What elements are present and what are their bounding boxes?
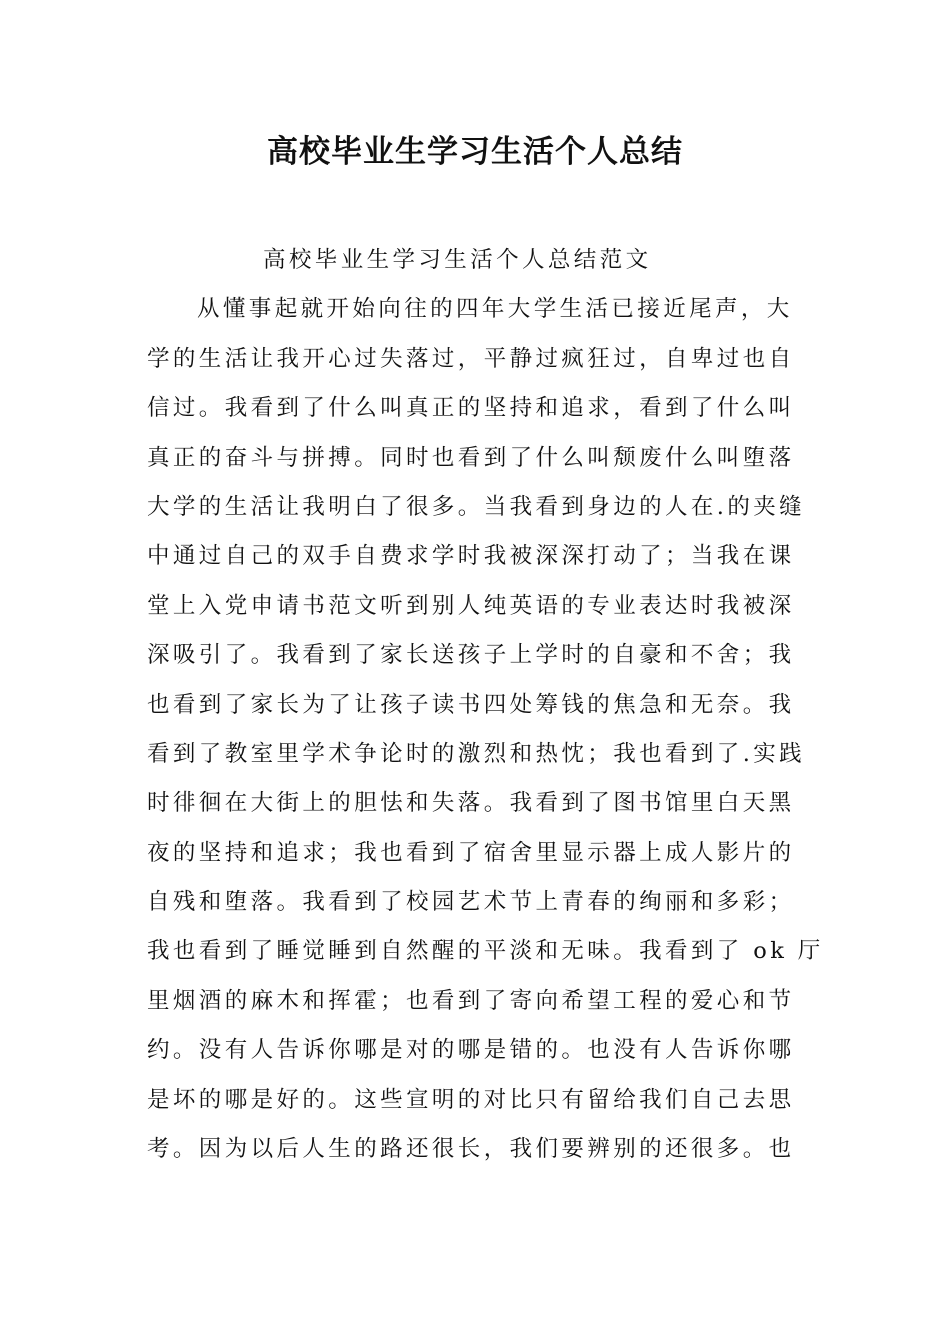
paragraph-line: 学的生活让我开心过失落过，平静过疯狂过，自卑过也自: [147, 345, 795, 372]
paragraph-line: 自残和堕落。我看到了校园艺术节上青春的绚丽和多彩；: [147, 889, 795, 916]
paragraph-line: 时徘徊在大街上的胆怯和失落。我看到了图书馆里白天黑: [147, 790, 795, 817]
paragraph-line: 我也看到了睡觉睡到自然醒的平淡和无味。我看到了 ok 厅: [147, 938, 824, 965]
paragraph-line: 夜的坚持和追求；我也看到了宿舍里显示器上成人影片的: [147, 839, 795, 866]
paragraph-line: 也看到了家长为了让孩子读书四处筹钱的焦急和无奈。我: [147, 691, 795, 718]
paragraph-line: 里烟酒的麻木和挥霍；也看到了寄向希望工程的爱心和节: [147, 987, 795, 1014]
paragraph-line: 真正的奋斗与拼搏。同时也看到了什么叫颓废什么叫堕落: [147, 444, 795, 471]
paragraph-line: 信过。我看到了什么叫真正的坚持和追求，看到了什么叫: [147, 395, 795, 422]
paragraph-line: 堂上入党申请书范文听到别人纯英语的专业表达时我被深: [147, 592, 795, 619]
paragraph-line: 约。没有人告诉你哪是对的哪是错的。也没有人告诉你哪: [147, 1037, 795, 1064]
paragraph-line: 看到了教室里学术争论时的激烈和热忱；我也看到了.实践: [147, 740, 806, 767]
paragraph-line: 大学的生活让我明白了很多。当我看到身边的人在.的夹缝: [147, 493, 806, 520]
paragraph-line: 从懂事起就开始向往的四年大学生活已接近尾声，大: [197, 296, 793, 323]
document-subtitle: 高校毕业生学习生活个人总结范文: [263, 247, 652, 273]
paragraph-line: 深吸引了。我看到了家长送孩子上学时的自豪和不舍；我: [147, 642, 795, 669]
paragraph-line: 考。因为以后人生的路还很长，我们要辨别的还很多。也: [147, 1136, 795, 1163]
document-body: [147, 236, 824, 1174]
paragraph-line: 是坏的哪是好的。这些宣明的对比只有留给我们自己去思: [147, 1086, 795, 1113]
document-title: 高校毕业生学习生活个人总结: [267, 134, 683, 170]
paragraph-line: 中通过自己的双手自费求学时我被深深打动了；当我在课: [147, 543, 795, 570]
